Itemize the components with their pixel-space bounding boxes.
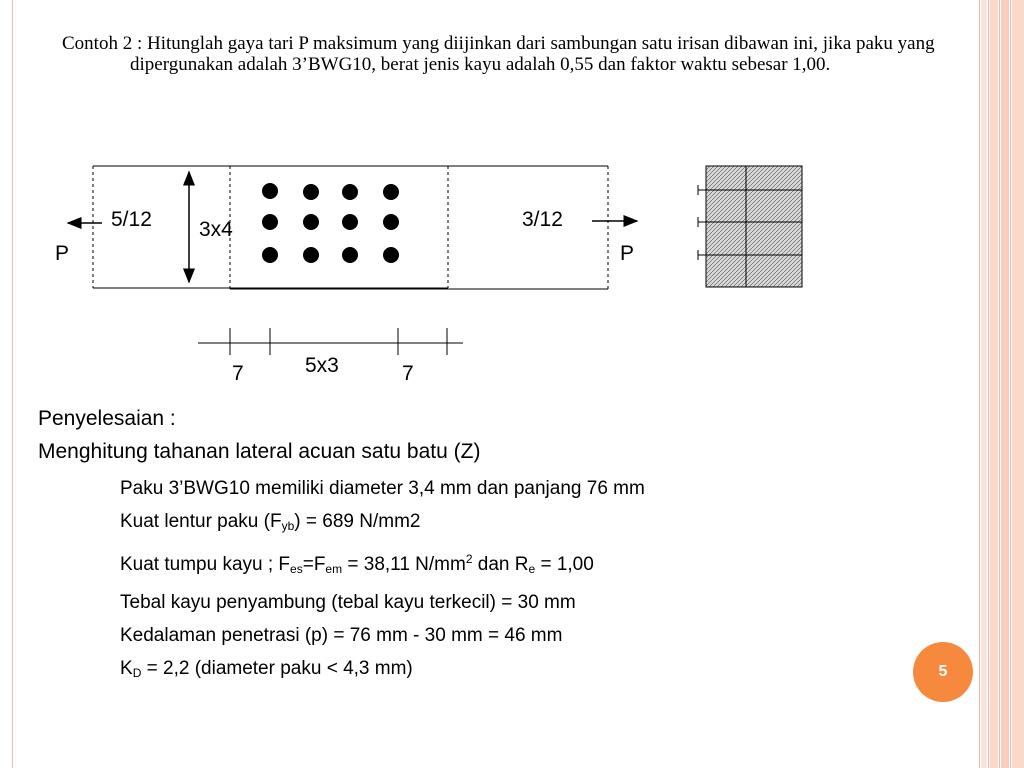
nail [303,247,319,263]
step-penetration: Kedalaman penetrasi (p) = 76 mm - 30 mm = 46 mm [120,625,563,646]
page-number-badge: 5 [913,642,973,702]
step-kd-factor: $K_D = 2,2$ (diameter paku < 4,3 mm) [120,658,413,680]
side-view-section [698,166,802,287]
step-side-thickness: Tebal kayu penyambung (tebal kayu terkecil) = 30 mm [120,592,576,613]
solution-section [38,402,938,690]
nail [262,183,278,199]
nail [262,247,278,263]
nail [303,214,319,230]
nail [342,214,358,230]
nail-group [262,183,399,263]
solution-steps [38,472,938,690]
nail [383,247,399,263]
nail [342,184,358,200]
step-bending-strength: Kuat lentur paku $(F_{yb}) = 689$ N/mm2 [120,511,421,533]
spacing-dimension-line [198,328,463,355]
nail [303,184,319,200]
load-right-label: P [620,242,635,265]
right-member-size: 3/12 [522,208,563,231]
problem-statement: Contoh 2 : Hitunglah gaya tari P maksimum yang diijinkan dari sambungan satu irisan dibawan ini, jika paku yang dipergunakan adalah 3’BWG10, berat jenis kayu adalah 0,55 dan faktor waktu sebesar 1,00. [62,33,935,75]
nail-spacing-label: 5x3 [305,354,339,377]
left-member-size: 5/12 [111,208,152,231]
solution-subtitle: Menghitung tahanan lateral acuan satu batu (Z) [38,440,481,463]
nail [262,214,278,230]
nail [342,247,358,263]
solution-title: Penyelesaian : [38,407,176,430]
nail [383,184,399,200]
end-distance-right: 7 [402,362,414,385]
nail [383,214,399,230]
nail-grid-label: 3x4 [199,218,233,241]
step-bearing-strength: Kuat tumpu kayu ; $F_{es}=F_{em} = 38,11$ $N/mm^2$ dan $R_e = 1,00$ [120,552,594,576]
load-left-label: P [55,242,70,265]
end-distance-left: 7 [232,362,244,385]
step-nail-size: Paku 3’BWG10 memiliki diameter 3,4 mm dan panjang 76 mm [120,478,645,499]
